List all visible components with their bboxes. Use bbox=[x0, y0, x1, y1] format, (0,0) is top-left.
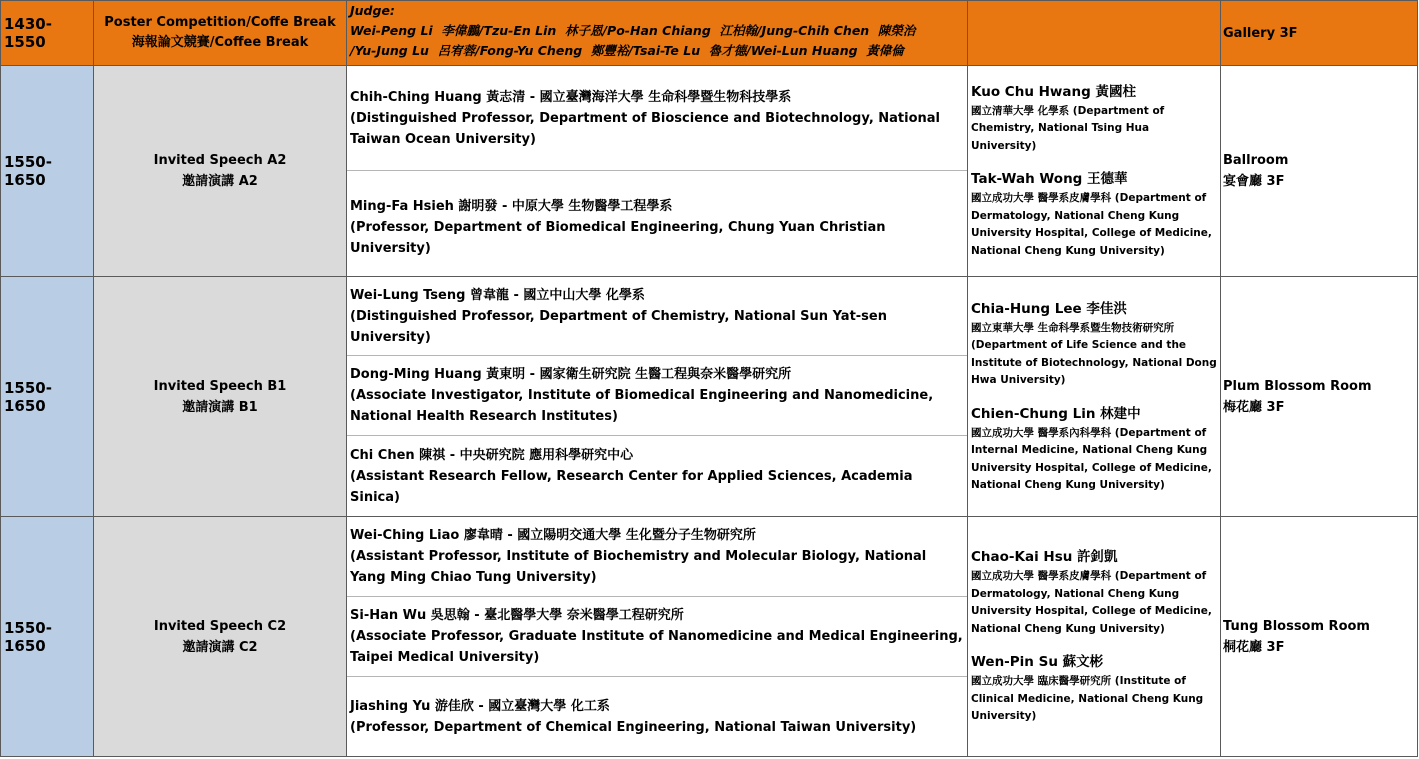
room-en: Plum Blossom Room bbox=[1223, 378, 1372, 394]
room-en: Tung Blossom Room bbox=[1223, 618, 1370, 634]
session-title bbox=[94, 517, 347, 757]
chairs-cell bbox=[968, 66, 1221, 277]
speaker-affiliation: (Associate Professor, Graduate Institute of Nanomedicine and Medical Engineering, Taipei Medical University) bbox=[350, 629, 963, 665]
speaker-affiliation: (Professor, Department of Chemical Engineering, National Taiwan University) bbox=[350, 719, 917, 735]
session-title-en: Invited Speech C2 bbox=[153, 618, 287, 634]
speaker-item bbox=[347, 356, 967, 436]
judge-label: Judge: bbox=[350, 3, 395, 18]
session-time: 1550-1650 bbox=[1, 517, 94, 757]
session-title-zh: 邀請演講 A2 bbox=[182, 174, 258, 189]
chair-item bbox=[971, 169, 1217, 260]
speaker-affiliation: (Distinguished Professor, Department of Bioscience and Biotechnology, National Taiwan Ocean University) bbox=[350, 110, 941, 147]
chair-name: Wen-Pin Su 蘇文彬 bbox=[971, 654, 1104, 671]
speaker-item bbox=[347, 436, 967, 516]
chair-name: Chien-Chung Lin 林建中 bbox=[971, 405, 1141, 422]
session-row-a2 bbox=[1, 66, 1418, 277]
judge-line-1: Wei-Peng Li 李偉鵬/Tzu-En Lin 林子恩/Po-Han Chiang 江柏翰/Jung-Chih Chen 陳榮治 bbox=[350, 23, 916, 38]
speaker-affiliation: (Professor, Department of Biomedical Engineering, Chung Yuan Christian University) bbox=[350, 220, 886, 256]
chair-item bbox=[971, 82, 1217, 156]
session-title-en: Invited Speech B1 bbox=[153, 378, 287, 394]
chair-item bbox=[971, 299, 1217, 390]
chair-affiliation: 國立成功大學 醫學系皮膚學科 (Department of Dermatology, National Cheng Kung University Hospital, College of Medicine, National Cheng Kung University) bbox=[971, 570, 1212, 635]
chair-item bbox=[971, 547, 1217, 638]
speaker-name: Si-Han Wu 吳思翰 - 臺北醫學大學 奈米醫學工程研究所 bbox=[350, 608, 684, 623]
chair-item bbox=[971, 652, 1217, 726]
speakers-cell bbox=[347, 66, 968, 277]
chair-affiliation: 國立成功大學 醫學系皮膚學科 (Department of Dermatology, National Cheng Kung University Hospital, College of Medicine, National Cheng Kung University) bbox=[971, 192, 1212, 257]
room-zh: 宴會廳 3F bbox=[1223, 174, 1285, 189]
room-zh: 梅花廳 3F bbox=[1223, 399, 1285, 415]
chair-name: Tak-Wah Wong 王德華 bbox=[971, 171, 1128, 188]
speaker-name: Dong-Ming Huang 黃東明 - 國家衛生研究院 生醫工程與奈米醫學研究所 bbox=[350, 367, 792, 382]
session-title-en: Invited Speech A2 bbox=[153, 153, 287, 168]
judge-line-2: /Yu-Jung Lu 呂宥蓉/Fong-Yu Cheng 鄭豐裕/Tsai-Te Lu 魯才德/Wei-Lun Huang 黃偉倫 bbox=[350, 43, 904, 58]
speaker-item bbox=[347, 597, 967, 677]
chair-affiliation: 國立成功大學 醫學系內科學科 (Department of Internal Medicine, National Cheng Kung University Hospital, College of Medicine, National Cheng Kung University) bbox=[971, 426, 1212, 491]
chair-affiliation: 國立成功大學 臨床醫學研究所 (Institute of Clinical Medicine, National Cheng Kung University) bbox=[971, 675, 1204, 723]
header-room: Gallery 3F bbox=[1221, 1, 1418, 66]
chairs-cell bbox=[968, 277, 1221, 517]
speaker-item bbox=[347, 517, 967, 597]
session-title-zh: 邀請演講 C2 bbox=[182, 639, 258, 655]
speaker-affiliation: (Assistant Research Fellow, Research Center for Applied Sciences, Academia Sinica) bbox=[350, 468, 913, 505]
speaker-item bbox=[347, 277, 967, 356]
session-title bbox=[94, 66, 347, 277]
session-time: 1550-1650 bbox=[1, 277, 94, 517]
header-row bbox=[1, 1, 1418, 66]
chair-item bbox=[971, 404, 1217, 495]
room-zh: 桐花廳 3F bbox=[1223, 639, 1285, 655]
room-cell bbox=[1221, 277, 1418, 517]
speakers-cell bbox=[347, 517, 968, 757]
chair-name: Chao-Kai Hsu 許釗凱 bbox=[971, 549, 1118, 566]
chairs-cell bbox=[968, 517, 1221, 757]
chair-affiliation: 國立東華大學 生命科學系暨生物技術研究所 (Department of Life Science and the Institute of Biotechnology, National Dong Hwa University) bbox=[971, 321, 1217, 386]
chair-name: Kuo Chu Hwang 黃國柱 bbox=[971, 83, 1136, 100]
header-session-en: Poster Competition/Coffe Break bbox=[104, 15, 336, 30]
speaker-name: Jiashing Yu 游佳欣 - 國立臺灣大學 化工系 bbox=[350, 698, 610, 714]
room-cell bbox=[1221, 66, 1418, 277]
speaker-item bbox=[347, 171, 967, 276]
speaker-name: Chih-Ching Huang 黃志清 - 國立臺灣海洋大學 生命科學暨生物科技學系 bbox=[350, 89, 792, 105]
speaker-item bbox=[347, 66, 967, 171]
speaker-affiliation: (Distinguished Professor, Department of Chemistry, National Sun Yat-sen University) bbox=[350, 308, 887, 345]
session-row-c2 bbox=[1, 517, 1418, 757]
session-title bbox=[94, 277, 347, 517]
header-empty-cell bbox=[968, 1, 1221, 66]
speaker-name: Wei-Ching Liao 廖韋晴 - 國立陽明交通大學 生化暨分子生物研究所 bbox=[350, 528, 756, 543]
room-cell bbox=[1221, 517, 1418, 757]
header-session bbox=[94, 1, 347, 66]
speaker-affiliation: (Associate Investigator, Institute of Biomedical Engineering and Nanomedicine, National Health Research Institutes) bbox=[350, 388, 934, 424]
speaker-name: Chi Chen 陳祺 - 中央研究院 應用科學研究中心 bbox=[350, 447, 634, 463]
header-session-zh: 海報論文競賽/Coffee Break bbox=[131, 35, 309, 50]
room-en: Ballroom bbox=[1223, 153, 1289, 168]
session-row-b1 bbox=[1, 277, 1418, 517]
speaker-item bbox=[347, 677, 967, 756]
speakers-cell bbox=[347, 277, 968, 517]
speaker-name: Ming-Fa Hsieh 謝明發 - 中原大學 生物醫學工程學系 bbox=[350, 199, 673, 214]
chair-affiliation: 國立清華大學 化學系 (Department of Chemistry, National Tsing Hua University) bbox=[971, 104, 1165, 152]
header-time: 1430-1550 bbox=[1, 1, 94, 66]
chair-name: Chia-Hung Lee 李佳洪 bbox=[971, 300, 1127, 317]
session-time: 1550-1650 bbox=[1, 66, 94, 277]
speaker-affiliation: (Assistant Professor, Institute of Biochemistry and Molecular Biology, National Yang Ming Chiao Tung University) bbox=[350, 549, 927, 585]
judge-cell bbox=[347, 1, 968, 66]
speaker-name: Wei-Lung Tseng 曾韋龍 - 國立中山大學 化學系 bbox=[350, 287, 645, 303]
session-title-zh: 邀請演講 B1 bbox=[182, 399, 258, 415]
